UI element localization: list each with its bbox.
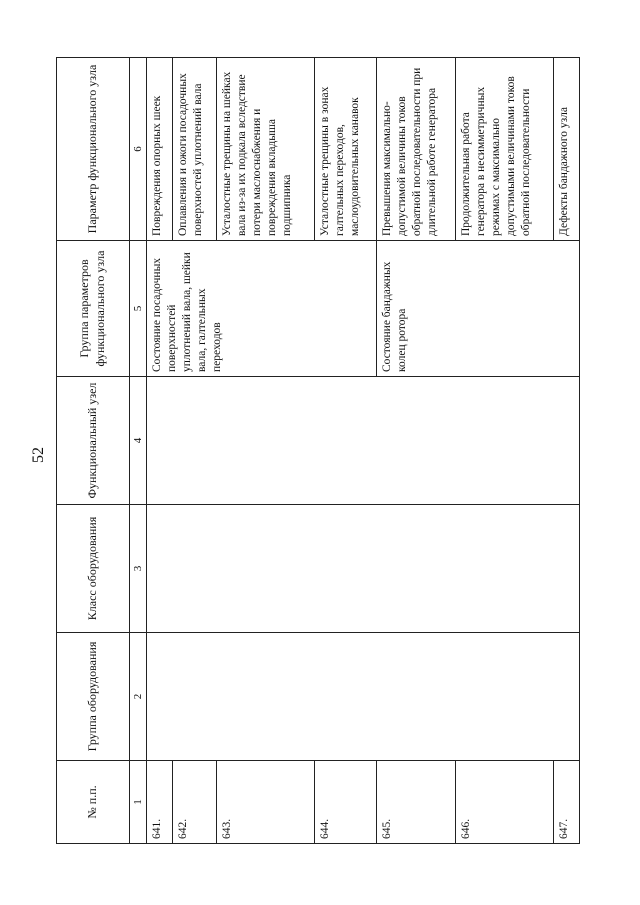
parameter-cell: Повреждения опорных шеек — [147, 58, 173, 241]
row-number: 646. — [456, 761, 553, 844]
header-functional-unit: Функциональный узел — [57, 377, 130, 505]
row-number: 645. — [376, 761, 456, 844]
row-number: 642. — [173, 761, 217, 844]
row-number: 647. — [553, 761, 579, 844]
parameter-cell: Усталостные трещины на шейках вала из-за их подкала вследствие потери маслоснабжения и повреждения вкладыша подшипника — [217, 58, 314, 241]
column-number: 2 — [130, 633, 147, 761]
row-number: 643. — [217, 761, 314, 844]
parameter-group-cell: Состояние посадочных поверхностей уплотнений вала, шейки вала, галтельных переходов — [147, 241, 376, 377]
table-row — [147, 58, 173, 844]
row-number: 641. — [147, 761, 173, 844]
header-parameter: Параметр функционального узла — [57, 58, 130, 241]
parameter-cell: Превышения максимально-допустимой величины токов обратной последовательности при длительной работе генератора — [376, 58, 456, 241]
column-number: 1 — [130, 761, 147, 844]
column-number: 6 — [130, 58, 147, 241]
equipment-parameters-table — [56, 57, 580, 844]
row-number: 644. — [314, 761, 376, 844]
functional-unit-cell — [147, 377, 580, 505]
header-equipment-class: Класс оборудования — [57, 505, 130, 633]
header-equipment-group: Группа оборудования — [57, 633, 130, 761]
column-number: 5 — [130, 241, 147, 377]
header-num: № п.п. — [57, 761, 130, 844]
equipment-class-cell — [147, 505, 580, 633]
column-number-row — [130, 58, 147, 844]
parameter-cell: Усталостные трещины в зонах галтельных переходов, маслоудовительных канавок — [314, 58, 376, 241]
rotated-table-container — [56, 58, 580, 844]
parameter-cell: Оплавления и ожоги посадочных поверхностей уплотнений вала — [173, 58, 217, 241]
parameter-cell: Продолжительная работа генератора в несимметричных режимах с максимально допустимыми величинами токов обратной последовательности — [456, 58, 553, 241]
header-row — [57, 58, 130, 844]
parameter-cell: Дефекты бандажного узла — [553, 58, 579, 241]
equipment-group-cell — [147, 633, 580, 761]
header-parameter-group: Группа параметров функционального узла — [57, 241, 130, 377]
page-number: 52 — [30, 447, 47, 463]
parameter-group-cell: Состояние бандажных колец ротора — [376, 241, 579, 377]
column-number: 4 — [130, 377, 147, 505]
column-number: 3 — [130, 505, 147, 633]
